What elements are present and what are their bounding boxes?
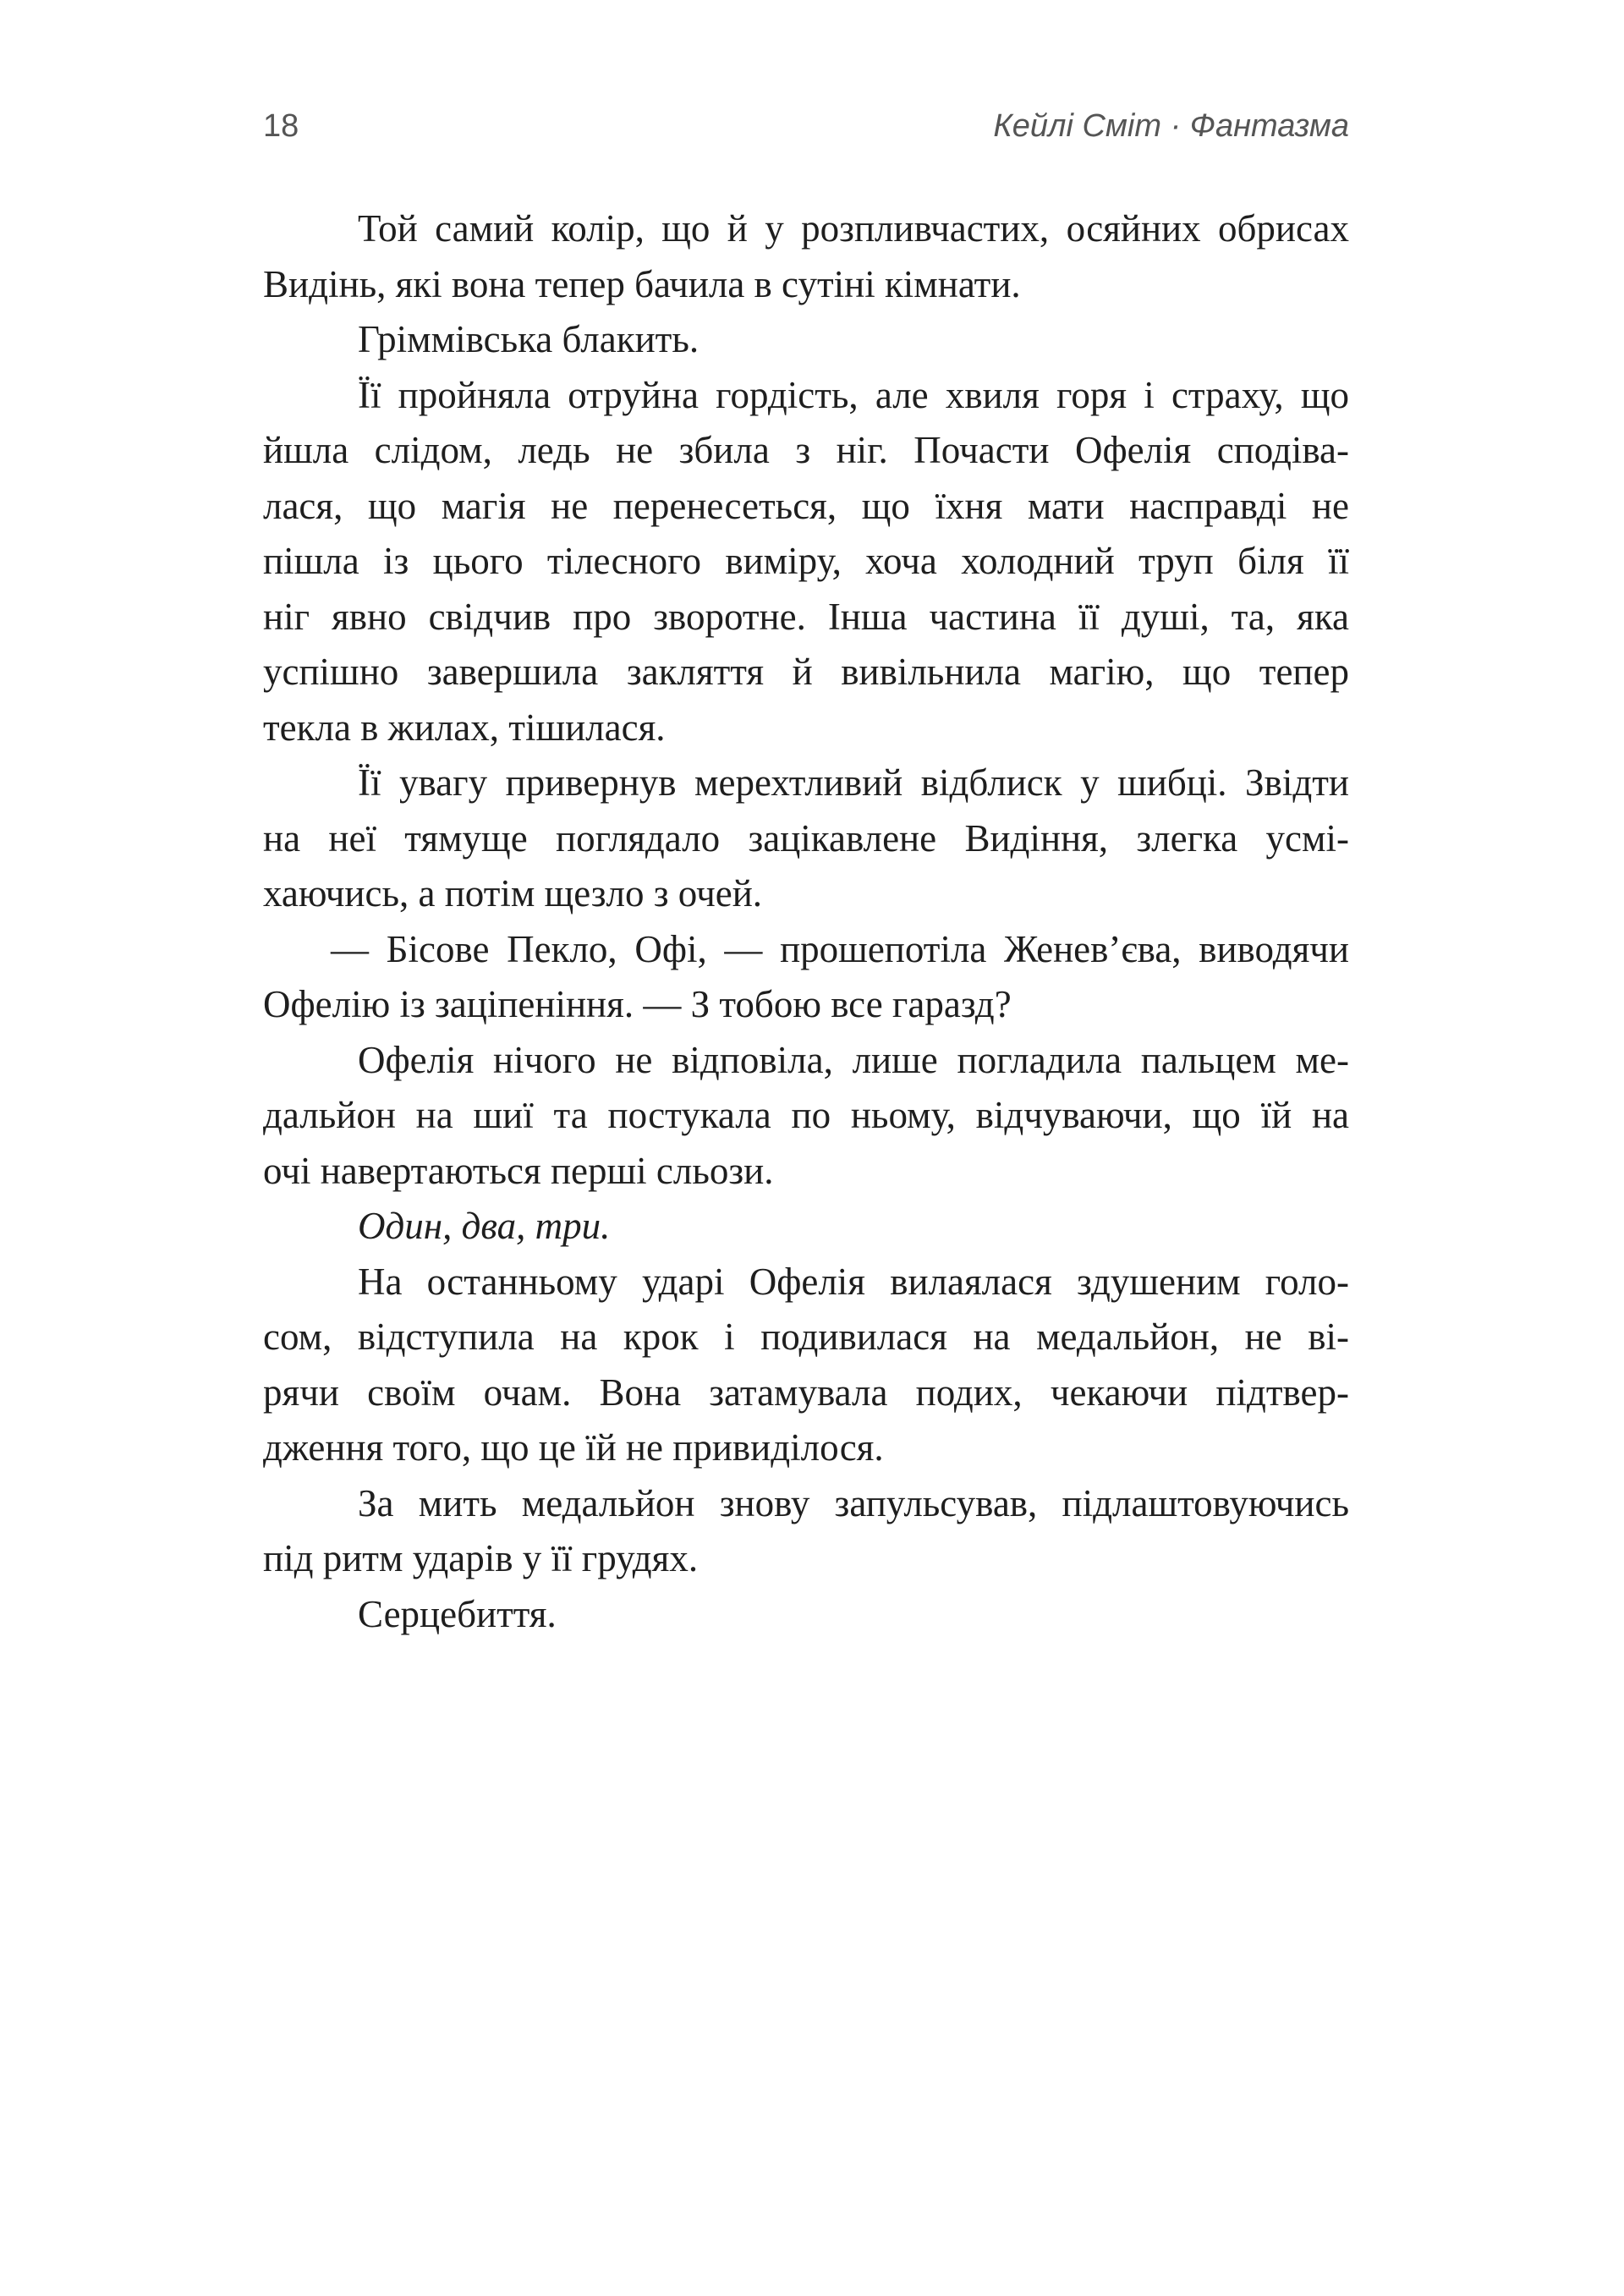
text-line: Офелію із заціпеніння. — З тобою все гаразд? (263, 983, 1012, 1025)
text-line: Офелія нічого не відповіла, лише погладила пальцем ме- (358, 1038, 1349, 1081)
text-line: — Бісове Пекло, Офі, — прошепотіла Женев’єва, виводячи (331, 927, 1349, 970)
paragraph (263, 1199, 1349, 1255)
text-line: Видінь, які вона тепер бачила в сутіні кімнати. (263, 262, 1021, 305)
text-line: дальйон на шиї та постукала по ньому, відчуваючи, що їй на (263, 1094, 1349, 1136)
page-number: 18 (263, 108, 299, 144)
paragraph (263, 1033, 1349, 1200)
paragraph (263, 1476, 1349, 1587)
text-line: на неї тямуще поглядало зацікавлене Видіння, злегка усмі- (263, 816, 1349, 860)
text-line: дження того, що це їй не привиділося. (263, 1426, 884, 1469)
paragraph (263, 1255, 1349, 1476)
text-line: За мить медальйон знову запульсував, підлаштовуючись (358, 1481, 1349, 1524)
paragraph (263, 312, 1349, 368)
text-line: рячи своїм очам. Вона затамувала подих, чекаючи підтвер- (263, 1370, 1349, 1414)
text-line: хаючись, а потім щезло з очей. (263, 872, 763, 915)
text-line: Гріммівська блакить. (358, 318, 700, 360)
text-line: Її пройняла отруйна гордість, але хвиля горя і страху, що (358, 373, 1349, 416)
text-line: На останньому ударі Офелія вилаялася здушеним голо- (358, 1260, 1349, 1303)
paragraph (263, 368, 1349, 756)
text-line: Один, два, три. (358, 1205, 611, 1247)
text-line: ніг явно свідчив про зворотне. Інша частина її душі, та, яка (263, 595, 1349, 638)
text-line: йшла слідом, ледь не збила з ніг. Почасти Офелія сподіва- (263, 429, 1349, 471)
text-line: Той самий колір, що й у розпливчастих, осяйних обрисах (358, 207, 1349, 250)
text-line: під ритм ударів у її грудях. (263, 1537, 699, 1579)
paragraph (263, 755, 1349, 922)
paragraph (263, 201, 1349, 312)
text-line: пішла із цього тілесного виміру, хоча холодний труп біля її (263, 540, 1349, 582)
paragraph (263, 1587, 1349, 1643)
text-line: текла в жилах, тішилася. (263, 706, 666, 749)
text-line: очі навертаються перші сльози. (263, 1149, 774, 1192)
text-line: Серцебиття. (358, 1592, 557, 1635)
text-line: лася, що магія не перенесеться, що їхня мати насправді не (263, 484, 1349, 527)
running-title: Кейлі Сміт · Фантазма (993, 108, 1349, 144)
text-line: успішно завершила закляття й вивільнила магію, що тепер (263, 651, 1349, 693)
page-body (263, 201, 1349, 1642)
text-line: Її увагу привернув мерехтливий відблиск у шибці. Звідти (358, 761, 1349, 804)
paragraph (263, 922, 1349, 1033)
text-line: сом, відступила на крок і подивилася на медальйон, не ві- (263, 1316, 1349, 1358)
